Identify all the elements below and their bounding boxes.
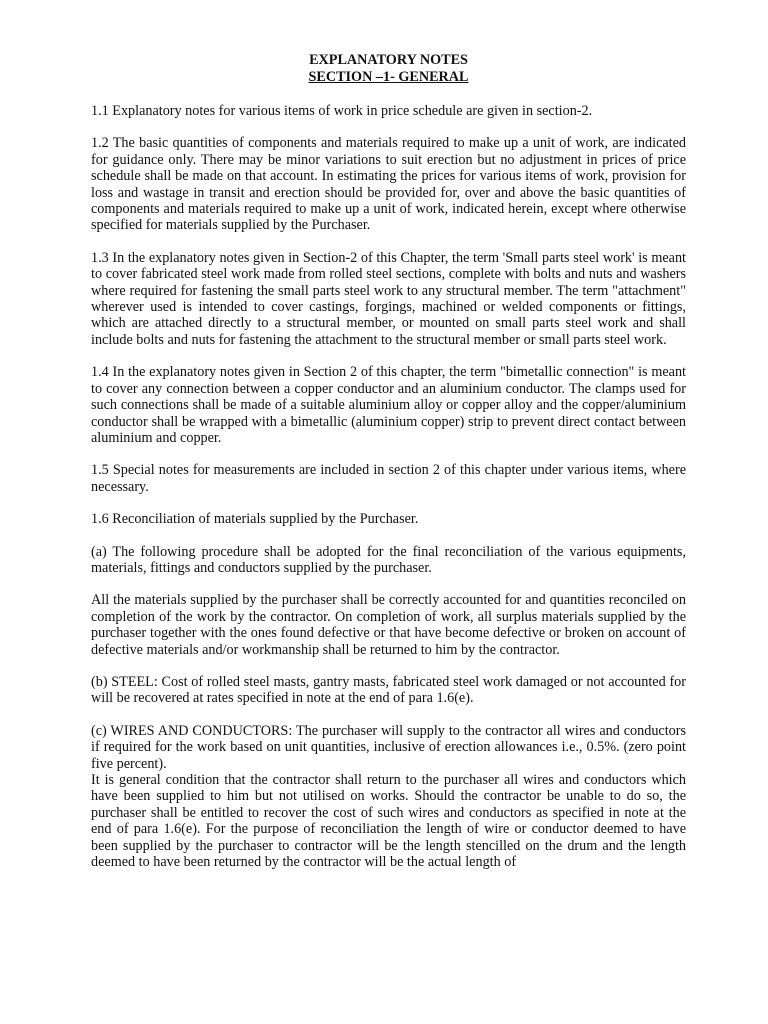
paragraph-1-6-b-steel: (b) STEEL: Cost of rolled steel masts, gantry masts, fabricated steel work damaged or not accounted for will be recovered at rates specified in note at the end of para 1.6(e). xyxy=(91,673,686,707)
paragraph-materials-accounting: All the materials supplied by the purchaser shall be correctly accounted for and quantities reconciled on completion of the work by the contractor. On completion of work, all surplus materials supplied by the purchaser together with the ones found defective or that have become defective or broken on account of defective materials and/or workmanship shall be returned to him by the contractor. xyxy=(91,592,686,658)
paragraph-1-6: 1.6 Reconciliation of materials supplied by the Purchaser. xyxy=(91,511,419,528)
paragraph-wire-return-condition: It is general condition that the contractor shall return to the purchaser all wires and conductors which have been supplied to him but not utilised on works. Should the contractor be unable to do so, the purchaser shall be entitled to recover the cost of such wires and conductors as specified in note at the end of para 1.6(e). For the purpose of reconciliation the length of wire or conductor deemed to have been supplied by the purchaser to contractor will be the length stencilled on the drum and the length deemed to have been returned by the contractor will be the actual length of xyxy=(91,772,686,871)
paragraph-1-3: 1.3 In the explanatory notes given in Section-2 of this Chapter, the term 'Small parts steel work' is meant to cover fabricated steel work made from rolled steel sections, complete with bolts and nuts and washers where required for fastening the small parts steel work to any structural member. The term "attachment" wherever used is intended to cover castings, forgings, machined or welded components or fittings, which are attached directly to a structural member, or mounted on small parts steel work and shall include bolts and nuts for fastening the attachment to the structural member or small parts steel work. xyxy=(91,249,686,348)
document-title: EXPLANATORY NOTES xyxy=(309,52,468,68)
paragraph-1-6-a: (a) The following procedure shall be adopted for the final reconciliation of the various equipments, materials, fittings and conductors supplied by the purchaser. xyxy=(91,543,686,576)
paragraph-1-6-c-wires: (c) WIRES AND CONDUCTORS: The purchaser will supply to the contractor all wires and conductors if required for the work based on unit quantities, inclusive of erection allowances i.e., 0.5%. (zero point five percent). xyxy=(91,722,686,772)
paragraph-1-5: 1.5 Special notes for measurements are included in section 2 of this chapter under various items, where necessary. xyxy=(91,462,686,495)
paragraph-1-4: 1.4 In the explanatory notes given in Section 2 of this chapter, the term "bimetallic connection" is meant to cover any connection between a copper conductor and an aluminium conductor. The clamps used for such connections shall be made of a suitable aluminium alloy or copper alloy and the copper/aluminium conductor shall be wrapped with a bimetallic (aluminium copper) strip to prevent direct contact between aluminium and copper. xyxy=(91,364,686,446)
section-heading: SECTION –1- GENERAL xyxy=(308,69,469,85)
paragraph-1-2: 1.2 The basic quantities of components and materials required to make up a unit of work, are indicated for guidance only. There may be minor variations to suit erection but no adjustment in prices of price schedule shall be made on that account. In estimating the prices for various items of work, provision for loss and wastage in transit and erection should be provided for, over and above the basic quantities of components and materials required to make up a unit of work, indicated herein, except where otherwise specified for materials supplied by the Purchaser. xyxy=(91,135,686,234)
paragraph-1-1: 1.1 Explanatory notes for various items of work in price schedule are given in section-2. xyxy=(91,103,593,119)
